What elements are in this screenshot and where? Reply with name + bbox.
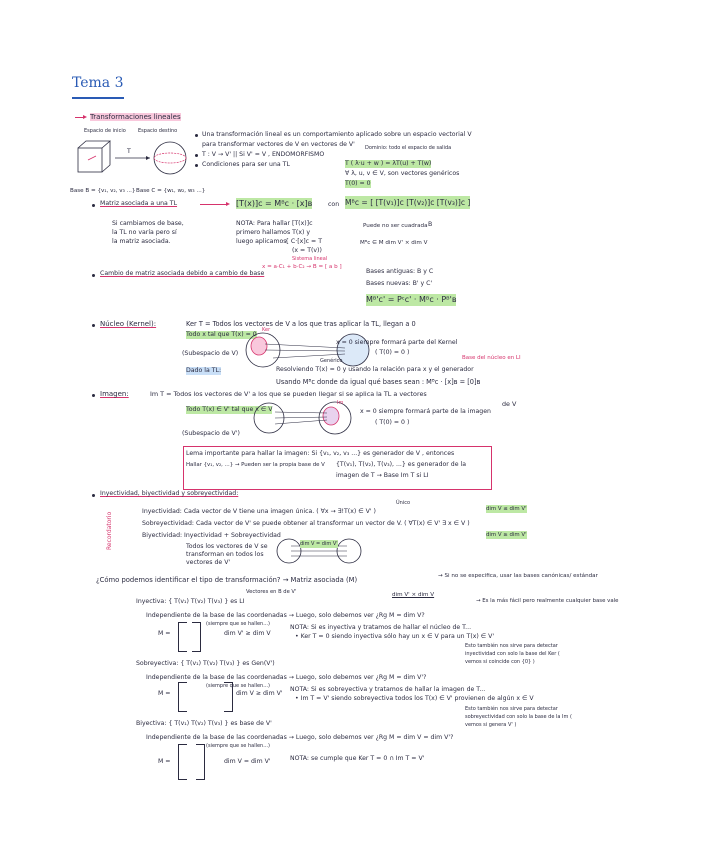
dim-note: Puede no ser cuadrada xyxy=(363,223,428,229)
type-inj-ind2: (siempre que se hallen...) xyxy=(206,621,270,627)
lemma-line2: {T(v₁), T(v₂), T(v₃), ...} es generador de la xyxy=(336,461,467,468)
type-biy-ind: Independiente de la base de las coordenadas → Luego, solo debemos ver ¿Rg M = dim V = dim V'? xyxy=(146,734,454,741)
type-sob-nota3: Esto también nos sirve para detectar sobreyectividad con solo la base de la Im ( vemos si genera V' ) xyxy=(465,706,572,728)
bullet xyxy=(92,204,95,207)
dim-formula: Mᴮc ∈ M dim V' × dim V xyxy=(360,240,428,246)
conditions-label: Condiciones para ser una TL xyxy=(202,161,290,168)
sob-def: Sobreyectividad: Cada vector de V' se puede obtener al transformar un vector de V. ( ∀T(x) ∈ V' ∃ x ∈ V ) xyxy=(142,520,470,527)
condition-zero: T(0) = 0 xyxy=(345,180,371,187)
nota-label: NOTA: Para hallar [T(x)]c xyxy=(236,220,313,227)
biy-def4: vectores de V' xyxy=(186,559,231,566)
page-title: Tema 3 xyxy=(72,75,124,91)
nota-line2: primero hallamos T(x) y xyxy=(236,229,311,236)
matrix-m-sob: M = xyxy=(158,690,171,697)
matrix-eq2: Mᴮc = [ [T(v₁)]c [T(v₂)]c [T(v₃)]c ] xyxy=(345,198,471,207)
section-heading: Transformaciones lineales xyxy=(90,113,181,121)
type-sob-ind2: (siempre que se hallen...) xyxy=(206,683,270,689)
kernel-res1: Resolviendo T(x) = 0 y usando la relación para x y el generador xyxy=(276,366,474,373)
type-biy-ind2: (siempre que se hallen...) xyxy=(206,743,270,749)
image-todo: Todo T(x) ∈ V' tal que x ∈ V xyxy=(186,406,273,413)
how-dim: dim V' × dim V xyxy=(392,592,435,598)
nota-system3: Sistema lineal xyxy=(292,256,328,262)
bullet xyxy=(92,494,95,497)
matrix-bracket xyxy=(192,622,201,652)
type-inj-ind: Independiente de la base de las coordenadas → Luego, solo debemos ver ¿Rg M = dim V? xyxy=(146,612,425,619)
how-any: → Es la más fácil pero realmente cualquier base vale xyxy=(476,598,619,604)
kernel-zero: x = 0 siempre formará parte del Kernel xyxy=(336,339,458,346)
bullet xyxy=(195,164,198,167)
kernel-label: Núcleo (Kernel): xyxy=(100,320,157,328)
bullet xyxy=(92,394,95,397)
dim-biy: dim V = dim V' xyxy=(300,541,338,547)
type-biy: Biyectiva: { T(v₁) T(v₂) T(v₃) } es base de V' xyxy=(136,720,272,727)
lemma-line3: imagen de T → Base Im T si LI xyxy=(336,472,429,479)
dim-sob: dim V ≥ dim V' xyxy=(486,532,527,538)
bullet xyxy=(92,324,95,327)
intro-line1: Una transformación lineal es un comportamiento aplicado sobre un espacio vectorial V xyxy=(202,131,472,138)
type-sob-nota2: • Im T = V' siendo sobreyectiva todos los T(x) ∈ V' provienen de algún x ∈ V xyxy=(295,695,534,702)
injectivity-heading: Inyectividad, biyectividad y sobreyectividad: xyxy=(100,490,239,497)
how-question: ¿Cómo podemos identificar el tipo de transformación? → Matriz asociada (M) xyxy=(96,576,358,584)
how-canon: → Si no se especifica, usar las bases canónicas/ estándar xyxy=(438,573,598,579)
nota-system: { C·[x]c = T xyxy=(285,238,322,245)
lemma-hallar: Hallar {v₁, v₂, ...} → Pueden ser la propia base de V xyxy=(186,462,325,468)
inj-def: Inyectividad: Cada vector de V tiene una imagen única. ( ∀x → ∃!T(x) ∈ V' ) xyxy=(142,508,376,515)
matrix-bracket xyxy=(196,744,205,780)
dominio-note: Dominio: todo el espacio de salida xyxy=(365,145,452,151)
generic-tag: Genérico xyxy=(320,358,343,364)
image-def: Im T = Todos los vectores de V' a los que se pueden llegar si se aplica la TL a vectores xyxy=(150,390,427,398)
matrix-bracket xyxy=(178,682,187,712)
matrix-arrow xyxy=(200,204,228,205)
dim-inj-rel: dim V' ≥ dim V xyxy=(224,630,271,637)
nota-system4: x = a·C₁ + b·C₂ → B = [ a b ] xyxy=(262,264,342,270)
base-kernel-tag: Base del núcleo en LI xyxy=(462,355,521,361)
dim-sob-rel: dim V ≥ dim V' xyxy=(236,690,283,697)
change-eq: Mᴮ'c' = Pᶜc' · Mᴮc · Pᴮ'ʙ xyxy=(366,295,457,304)
cube-icon xyxy=(78,141,110,172)
type-inj: Inyectiva: { T(v₁) T(v₂) T(v₃) } es LI xyxy=(136,598,245,605)
nota-line3: luego aplicamos xyxy=(236,238,287,245)
bullet xyxy=(195,154,198,157)
ker-tag: Ker xyxy=(262,327,271,333)
type-inj-nota: NOTA: Si es inyectiva y tratamos de hallar el núcleo de T... xyxy=(290,624,472,631)
image-def2: de V xyxy=(502,400,517,408)
im-tag: Im xyxy=(337,400,344,406)
type-sob: Sobreyectiva: { T(v₁) T(v₂) T(v₃) } es Gen(V') xyxy=(136,660,275,667)
condition-linear: T ( λ·u + w ) = λT(u) + T(w) xyxy=(345,160,432,167)
label-dest-space: Espacio destino xyxy=(138,128,178,134)
image-sub: (Subespacio de V') xyxy=(182,430,240,437)
matrix-bracket xyxy=(178,622,187,652)
matrix-bracket xyxy=(224,682,233,712)
unique-tag: Único xyxy=(396,500,411,506)
matrix-label: Matriz asociada a una TL xyxy=(100,200,178,207)
dim-inj: dim V ≤ dim V' xyxy=(486,506,527,512)
reminder-side-label: Recordatorio xyxy=(106,511,113,550)
matrix-m-biy: M = xyxy=(158,758,171,765)
sphere-icon xyxy=(154,142,186,174)
matrix-con: con xyxy=(328,201,340,208)
biy-def3: transforman en todos los xyxy=(186,551,264,558)
label-start-space: Espacio de inicio xyxy=(84,128,126,134)
section-arrow xyxy=(75,117,85,118)
image-label: Imagen: xyxy=(100,390,129,398)
dim-biy-rel: dim V = dim V' xyxy=(224,758,271,765)
how-vectors: Vectores en B de V' xyxy=(246,589,297,595)
lemma-line1: Lema importante para hallar la imagen: Si {v₁, v₂, v₃ ...} es generador de V , entonces xyxy=(186,450,455,457)
matrix-note1: Si cambiamos de base, xyxy=(112,220,184,227)
matrix-bracket xyxy=(178,744,187,780)
matrix-eq: [T(x)]c = Mᴮc · [x]ʙ xyxy=(236,199,313,208)
nota-system2: (x = T(v)) xyxy=(292,247,322,254)
type-sob-nota: NOTA: Si es sobreyectiva y tratamos de hallar la imagen de T... xyxy=(290,686,486,693)
matrix-m-inj: M = xyxy=(158,630,171,637)
kernel-todo: Todo x tal que T(x) = 0 xyxy=(186,331,257,338)
change-label: Cambio de matriz asociada debido a cambio de base xyxy=(100,270,265,277)
type-inj-nota2: • Ker T = 0 siendo inyectiva sólo hay un x ∈ V para un T(x) ∈ V' xyxy=(295,633,495,640)
condition-generic: ∀ λ, u, v ∈ V, son vectores genéricos xyxy=(345,170,460,177)
kernel-res2: Usando Mᴮc donde da igual qué bases sean : Mᴮc · [x]ʙ = [0]ʙ xyxy=(276,378,481,386)
matrix-note3: la matriz asociada. xyxy=(112,238,171,245)
matrix-note2: la TL no varía pero sí xyxy=(112,229,177,236)
base-c: Base C = {w₁, w₂, w₃ ...} xyxy=(136,188,206,194)
biy-def: Biyectividad: Inyectividad + Sobreyectividad xyxy=(142,532,281,539)
base-b: Base B = {v₁, v₂, v₃ ...} xyxy=(70,188,136,194)
new-bases: Bases nuevas: B' y C' xyxy=(366,280,433,287)
old-bases: Bases antiguas: B y C xyxy=(366,268,434,275)
bullet xyxy=(92,274,95,277)
t-label: T xyxy=(127,148,131,155)
image-zero2: ( T(0) = 0 ) xyxy=(375,419,410,426)
kernel-dado: Dado la TL: xyxy=(186,367,222,374)
bullet xyxy=(195,134,198,137)
kernel-zero2: ( T(0) = 0 ) xyxy=(375,349,410,356)
matrix-b-note: B xyxy=(428,221,433,228)
space-diagram xyxy=(70,130,195,185)
biy-def2: Todos los vectores de V se xyxy=(186,543,268,550)
type-inj-nota3: Esto también nos sirve para detectar inyectividad con solo la base del Ker ( vemos si coincide con {0} ) xyxy=(465,643,560,665)
kernel-sub: (Subespacio de V) xyxy=(182,350,239,357)
type-sob-ind: Independiente de la base de las coordenadas → Luego, solo debemos ver ¿Rg M = dim V'? xyxy=(146,674,427,681)
intro-line3: T : V → V' || Si V' = V , ENDOMORFISMO xyxy=(202,151,325,158)
title-underline xyxy=(72,97,124,99)
image-zero: x = 0 siempre formará parte de la imagen xyxy=(360,408,491,415)
kernel-def: Ker T = Todos los vectores de V a los que tras aplicar la TL, llegan a 0 xyxy=(186,320,416,328)
type-biy-nota: NOTA: se cumple que Ker T = 0 ∩ Im T = V' xyxy=(290,755,425,762)
intro-line2: para transformar vectores de V en vectores de V' xyxy=(202,141,355,148)
